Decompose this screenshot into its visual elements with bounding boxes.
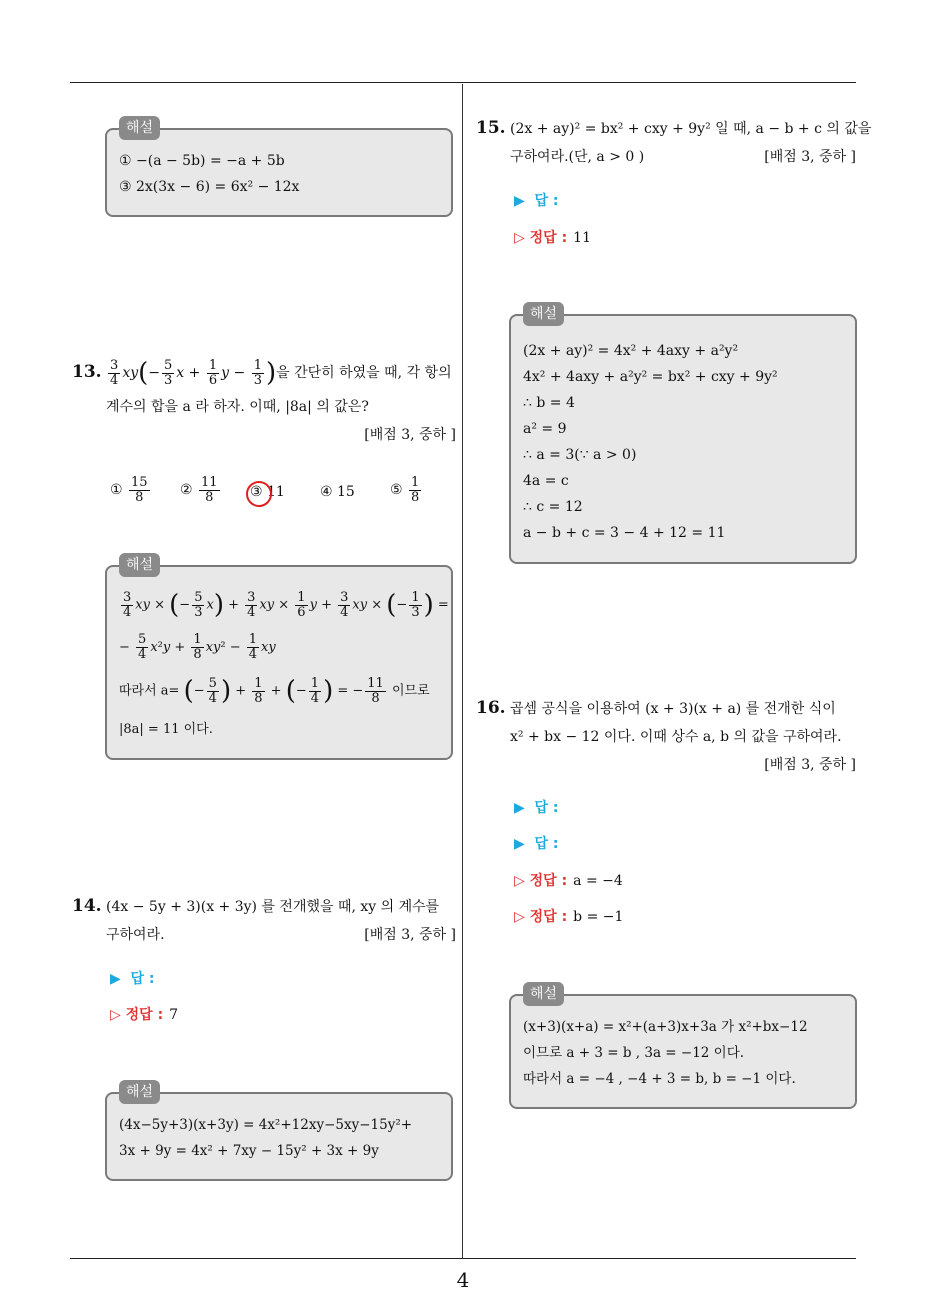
solution-tag: 해설 (523, 302, 564, 326)
q13-frac-3-4: $\frac{3}{4}$ (110, 357, 119, 388)
q13-solution-box (105, 557, 453, 760)
q13-sol-line-2: − $\frac{5}{4}$ x²y + $\frac{1}{8}$ xy² − $\frac{1}{4}$ xy (119, 632, 276, 662)
q13-line2: 계수의 합을 a 라 하자. 이때, |8a| 의 값은? (106, 399, 369, 415)
q14-answer-row[interactable]: ▶ 답 : (110, 971, 155, 987)
q16-solution-box (509, 986, 857, 1109)
q16-number: 16. (476, 698, 506, 718)
q13-choice-5[interactable]: ⑤ $\frac{1}{8}$ (390, 475, 420, 505)
q16-sol-line-1: (x+3)(x+a) = x²+(a+3)x+3a 가 x²+bx−12 (523, 1019, 808, 1035)
q15-sol-line-7: ∴ c = 12 (523, 499, 583, 515)
q16-sol-line-3: 따라서 a = −4 , −4 + 3 = b, b = −1 이다. (523, 1071, 796, 1087)
q14-sol-line-1: (4x−5y+3)(x+3y) = 4x²+12xy−5xy−15y²+ (119, 1117, 413, 1133)
solution-tag: 해설 (119, 116, 160, 140)
q12-sol-line-2: ③ 2x(3x − 6) = 6x² − 12x (119, 179, 300, 195)
q13-meta: [배점 3, 중하 ] (364, 427, 456, 443)
page-number: 4 (456, 1268, 470, 1292)
q13-choice-3[interactable]: ③ 11 (250, 484, 285, 500)
q13-sol-line-4: |8a| = 11 이다. (119, 722, 213, 737)
q15-line2: 구하여라.(단, a > 0 ) (510, 149, 645, 165)
bottom-rule (70, 1258, 856, 1259)
q16-correct-row-b: ▷ 정답 : b = −1 (514, 909, 624, 925)
q15-sol-line-1: (2x + ay)² = 4x² + 4axy + a²y² (523, 343, 739, 359)
q15-sol-line-8: a − b + c = 3 − 4 + 12 = 11 (523, 525, 726, 541)
q16-answer-row-b[interactable]: ▶ 답 : (514, 836, 559, 852)
q13-xy: xy (122, 365, 139, 381)
q14-line2: 구하여라. (106, 927, 165, 943)
q15-sol-line-5: ∴ a = 3(∵ a > 0) (523, 447, 637, 463)
q13-choice-1[interactable]: ① $\frac{15}{8}$ (110, 475, 148, 505)
q14 (72, 892, 456, 949)
q15 (476, 114, 872, 171)
q13-choice-2[interactable]: ② $\frac{11}{8}$ (180, 475, 218, 505)
q16-line1: 곱셈 공식을 이용하여 (x + 3)(x + a) 를 전개한 식이 (510, 701, 836, 717)
top-rule (70, 82, 856, 83)
q15-line1: (2x + ay)² = bx² + cxy + 9y² 일 때, a − b + c 의 값을 (510, 121, 872, 137)
q14-line1: (4x − 5y + 3)(x + 3y) 를 전개했을 때, xy 의 계수를 (106, 899, 440, 915)
q15-sol-line-6: 4a = c (523, 473, 569, 489)
q13: 13. $\frac{3}{4}$ xy(− $\frac{5}{3}$ x + $\frac{1}{6}$ y − $\frac{1}{3}$ )을 간단히 하였을 때, 각 항의 계수의 합을 a 라 하자. 이때, |8a| 의 값은? [배점 3, 중하 ] (72, 352, 456, 449)
solution-tag: 해설 (523, 982, 564, 1006)
q15-correct-row: ▷ 정답 : 11 (514, 230, 591, 246)
q14-sol-line-2: 3x + 9y = 4x² + 7xy − 15y² + 3x + 9y (119, 1143, 379, 1159)
q15-meta: [배점 3, 중하 ] (764, 149, 856, 165)
q16-answer-row-a[interactable]: ▶ 답 : (514, 800, 559, 816)
q16-line2: x² + bx − 12 이다. 이때 상수 a, b 의 값을 구하여라. (510, 729, 842, 745)
q16-sol-line-2: 이므로 a + 3 = b , 3a = −12 이다. (523, 1045, 745, 1061)
q15-sol-line-3: ∴ b = 4 (523, 395, 575, 411)
q16-correct-row-a: ▷ 정답 : a = −4 (514, 873, 623, 889)
q14-number: 14. (72, 896, 102, 916)
q15-sol-line-2: 4x² + 4axy + a²y² = bx² + cxy + 9y² (523, 369, 778, 385)
q16-meta: [배점 3, 중하 ] (764, 757, 856, 773)
q12-sol-line-1: ① −(a − 5b) = −a + 5b (119, 153, 285, 169)
q14-solution-box (105, 1084, 453, 1181)
q15-sol-line-4: a² = 9 (523, 421, 567, 437)
q13-line1-post: 을 간단히 하였을 때, 각 항의 (276, 365, 452, 381)
q14-meta: [배점 3, 중하 ] (364, 927, 456, 943)
q13-sol-line-1: $\frac{3}{4}$ xy × (− $\frac{5}{3}$ x) + $\frac{3}{4}$ xy × $\frac{1}{6}$ y + $\frac{3}{4}$ xy × (− $\frac{1}{3}$ ) = (123, 589, 449, 620)
q13-sol-line-3: 따라서 a= (− $\frac{5}{4}$ ) + $\frac{1}{8}$ + (− $\frac{1}{4}$ ) = − $\frac{11}{8}$ 이므로 (119, 675, 430, 706)
q13-number: 13. (72, 362, 102, 382)
solution-tag: 해설 (119, 1080, 160, 1104)
solution-tag: 해설 (119, 553, 160, 577)
q13-choice-4[interactable]: ④ 15 (320, 484, 355, 500)
selected-answer-circle (246, 481, 272, 507)
q15-solution-box (509, 306, 857, 564)
q12-solution-box (105, 120, 453, 217)
q16 (476, 694, 860, 779)
q15-answer-row[interactable]: ▶ 답 : (514, 193, 559, 209)
q15-number: 15. (476, 118, 506, 138)
column-divider (462, 84, 463, 1258)
q14-correct-row: ▷ 정답 : 7 (110, 1007, 179, 1023)
